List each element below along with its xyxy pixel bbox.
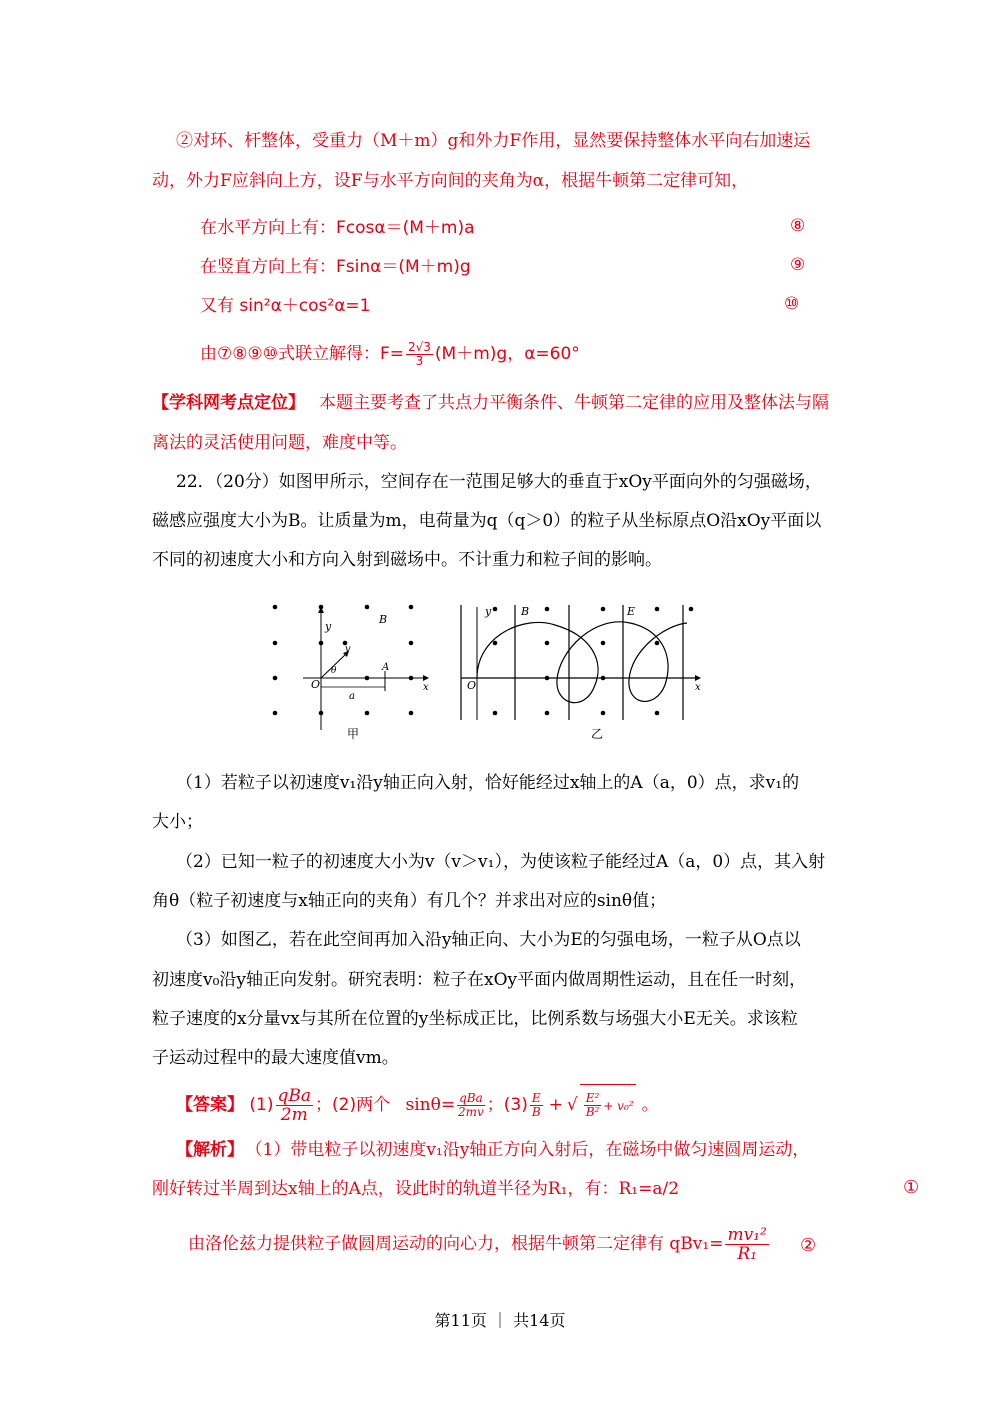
analysis-text1: （1）带电粒子以初速度v₁沿y轴正方向入射后，在磁场中做匀速圆周运动， (254, 1140, 810, 1160)
fig-B-label-yi: B (521, 605, 530, 618)
q22-p2-line2: 角θ（粒子初速度与x轴正向的夹角）有几个？并求出对应的sinθ值； (152, 891, 667, 911)
answer-2-label: ；(2)两个 (315, 1095, 391, 1115)
figure-diagram (255, 595, 715, 755)
answer-1-den: 2m (280, 1105, 308, 1125)
fig-O-label-jia: O (311, 678, 321, 691)
answer-2-fraction (457, 1092, 485, 1119)
answer-3-fraction (530, 1092, 543, 1119)
kaodian-line1 (152, 391, 829, 415)
answer-3-root-tail: + v₀² (603, 1099, 634, 1113)
equation-vertical: 在竖直方向上有：Fsinα＝(M＋m)g (200, 257, 471, 277)
kaodian-text1: 本题主要考查了共点力平衡条件、牛顿第二定律的应用及整体法与隔 (319, 393, 829, 413)
equation-identity: 又有 sin²α＋cos²α=1 (200, 296, 371, 316)
figure-yi (461, 605, 701, 741)
fig-E-label: E (627, 605, 636, 618)
q22-line2: 磁感应强度大小为B。让质量为m，电荷量为q（q＞0）的粒子从坐标原点O沿xOy平面以 (152, 511, 822, 531)
solution-fraction (406, 341, 433, 368)
fig-O-label-yi: O (467, 679, 477, 692)
field-dots-jia (273, 605, 414, 716)
analysis-line2: 刚好转过半周到达x轴上的A点，设此时的轨道半径为R₁，有：R₁=a/2 (152, 1179, 680, 1199)
fig-x-label-jia: x (423, 682, 429, 693)
part2-line1: ②对环、杆整体，受重力（M＋m）g和外力F作用，显然要保持整体水平向右加速运 (176, 131, 811, 151)
answer-line: 【答案】 (1) $\frac{\text{qBa}}{2m}$ ；(2)两个 sinθ= $\frac{\text{qBa}}{2mv}$ ；(3) $\frac{E}{B}$ + √ $\frac{\text{E²}}{\text{B²}}$ + v₀² 。 (176, 1086, 659, 1125)
answer-3-label: ；(3) (486, 1095, 528, 1115)
answer-tag: 【答案】 (176, 1095, 244, 1115)
answer-3-root-fraction (584, 1092, 602, 1119)
part2-line2: 动，外力F应斜向上方，设F与水平方向间的夹角为α，根据牛顿第二定律可知， (152, 171, 749, 191)
analysis-tag: 【解析】 (176, 1140, 244, 1160)
q22-p1-line1: （1）若粒子以初速度v₁沿y轴正向入射，恰好能经过x轴上的A（a，0）点，求v₁的 (176, 773, 800, 793)
fig-v-label: v (345, 644, 351, 655)
answer-1-num: qBa (277, 1086, 312, 1106)
answer-3-root (580, 1084, 636, 1126)
figure-jia (273, 605, 429, 741)
q22-line1: 22．（20分）如图甲所示，空间存在一范围足够大的垂直于xOy平面向外的匀强磁场， (176, 472, 822, 492)
fig-A-label: A (382, 662, 390, 673)
answer-1-label: (1) (249, 1095, 274, 1115)
fig-theta-label: θ (331, 666, 337, 676)
fig-B-label-jia: B (379, 613, 388, 626)
equation-mark-8: ⑧ (790, 216, 806, 236)
q22-line3: 不同的初速度大小和方向入射到磁场中。不计重力和粒子间的影响。 (152, 550, 662, 570)
analysis-line1 (176, 1138, 809, 1162)
q22-p1-line2: 大小； (152, 812, 203, 832)
analysis-mark-1: ① (903, 1177, 920, 1198)
page-footer: 第11页 ｜ 共14页 (434, 1311, 566, 1330)
analysis-mark-2: ② (800, 1235, 817, 1256)
equation-mark-10: ⑩ (784, 294, 800, 314)
answer-1-fraction (276, 1087, 314, 1124)
kaodian-tag: 【学科网考点定位】 (152, 393, 305, 413)
analysis-text3: 由洛伦兹力提供粒子做圆周运动的向心力，根据牛顿第二定律有 qBv₁= (188, 1234, 724, 1254)
answer-3-plus: + (548, 1095, 563, 1115)
q22-p3-line2: 初速度v₀沿y轴正向发射。研究表明：粒子在xOy平面内做周期性运动，且在任一时刻， (152, 970, 807, 990)
q22-p3-line4: 子运动过程中的最大速度值vm。 (152, 1048, 399, 1068)
solution-fraction-den: 3 (415, 353, 424, 368)
answer-3-root-num: E² (585, 1091, 600, 1105)
fig-a-label: a (349, 691, 355, 702)
kaodian-line2: 离法的灵活使用问题，难度中等。 (152, 433, 407, 453)
equation-horizontal: 在水平方向上有：Fcosα＝(M＋m)a (200, 218, 475, 238)
answer-2-num: qBa (459, 1091, 483, 1105)
answer-2-den: 2mv (458, 1105, 484, 1119)
answer-end: 。 (641, 1095, 659, 1115)
q22-p2-line1: （2）已知一粒子的初速度大小为v（v＞v₁），为使该粒子能经过A（a，0）点，其入射 (176, 852, 826, 872)
solution-line (200, 334, 580, 374)
analysis-fraction-den: R₁ (737, 1244, 757, 1264)
analysis-fraction (725, 1226, 768, 1263)
q22-p3-line1: （3）如图乙，若在此空间再加入沿y轴正向、大小为E的匀强电场，一粒子从O点以 (176, 930, 801, 950)
answer-2-prefix: sinθ= (405, 1095, 456, 1115)
solution-prefix: 由⑦⑧⑨⑩式联立解得：F= (200, 344, 404, 364)
q22-p3-line3: 粒子速度的x分量vx与其所在位置的y坐标成正比，比例系数与场强大小E无关。求该粒 (152, 1009, 798, 1029)
fig-y-label-jia: y (325, 620, 332, 633)
fig-y-label-yi: y (485, 605, 492, 618)
fig-yi-caption: 乙 (591, 727, 604, 741)
solution-fraction-num: 2√3 (407, 339, 431, 354)
answer-3-num: E (531, 1091, 541, 1105)
equation-mark-9: ⑨ (790, 255, 806, 275)
fig-jia-caption: 甲 (347, 727, 360, 741)
analysis-fraction-num: mv₁² (727, 1225, 767, 1245)
analysis-line3 (188, 1222, 771, 1266)
fig-x-label-yi: x (695, 682, 701, 693)
answer-3-den: B (531, 1105, 541, 1119)
answer-3-root-den: B² (585, 1105, 600, 1119)
solution-suffix: (M＋m)g，α=60° (434, 344, 580, 364)
